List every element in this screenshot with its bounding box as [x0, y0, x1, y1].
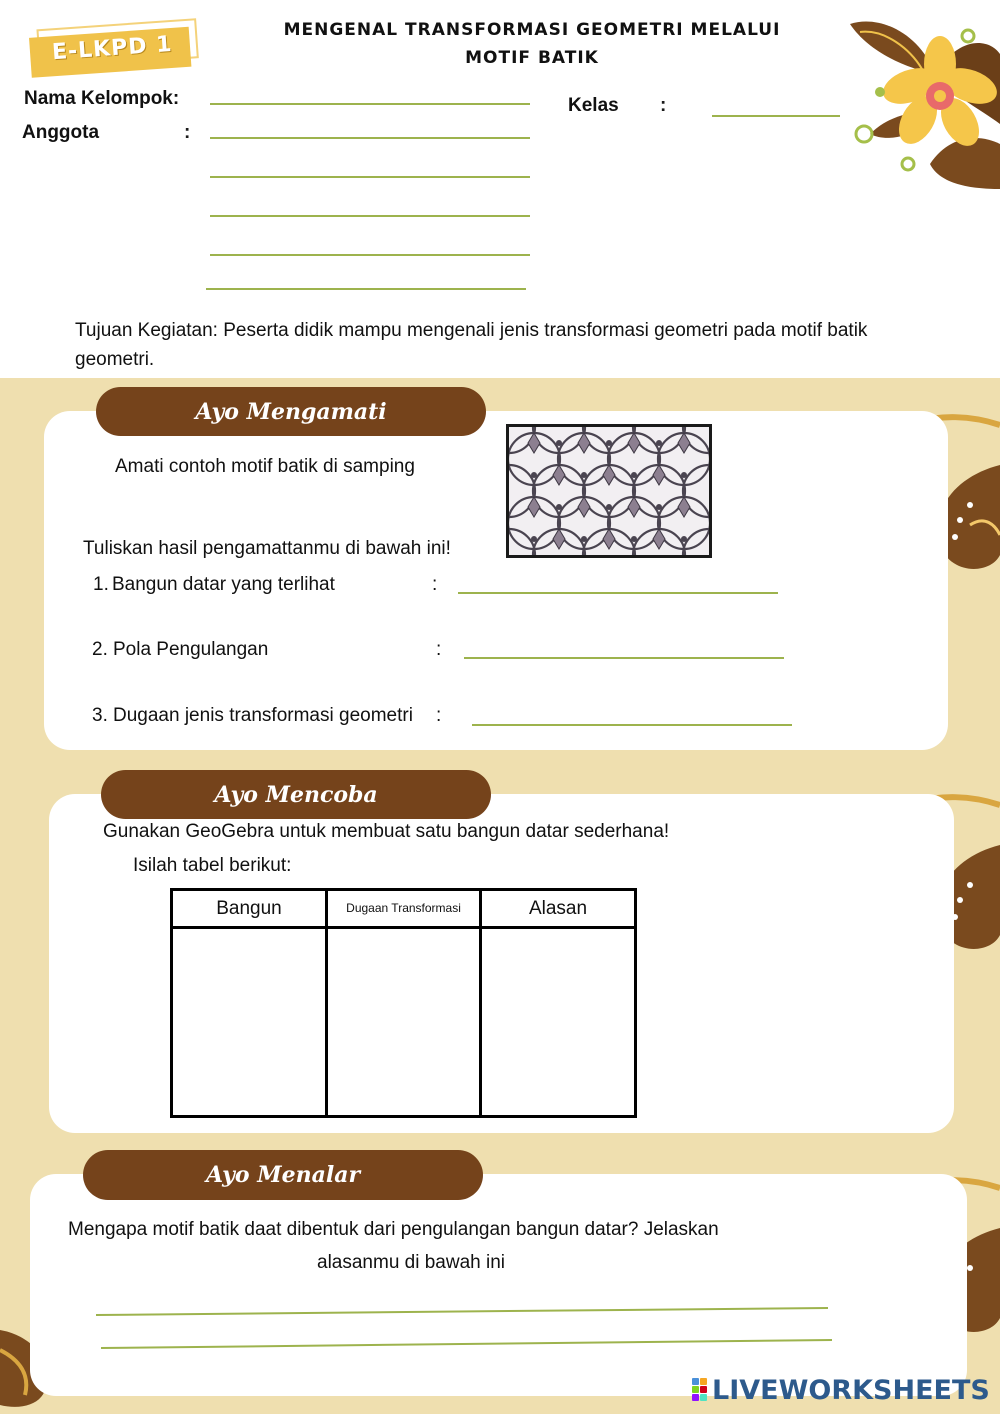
mengamati-item-2-colon: : — [436, 639, 442, 660]
kelas-colon: : — [660, 95, 667, 116]
batik-motif-image — [506, 424, 712, 558]
table-header-dugaan: Dugaan Transformasi — [327, 890, 481, 928]
table-cell-dugaan[interactable] — [327, 928, 481, 1117]
batik-kawung-pattern — [509, 427, 709, 555]
anggota-field-4[interactable] — [210, 254, 530, 256]
mengamati-item-1-number: 1. — [93, 574, 109, 595]
table-cell-bangun[interactable] — [172, 928, 327, 1117]
menalar-question-line2: alasanmu di bawah ini — [317, 1252, 506, 1273]
menalar-answer-line-2[interactable] — [101, 1340, 832, 1348]
mengamati-prompt: Tuliskan hasil pengamattanmu di bawah ini! — [83, 538, 451, 559]
mengamati-item-2-label: Pola Pengulangan — [113, 639, 269, 660]
nama-kelompok-label: Nama Kelompok: — [24, 88, 180, 109]
anggota-field-3[interactable] — [210, 215, 530, 217]
table-row — [172, 928, 636, 1117]
page-title — [232, 16, 832, 72]
mengamati-item-3-number: 3. — [92, 705, 108, 726]
transformasi-table — [170, 888, 637, 1118]
nama-kelompok-field[interactable] — [210, 103, 530, 105]
liveworksheets-logo[interactable] — [692, 1374, 990, 1406]
mengamati-item-3-label: Dugaan jenis transformasi geometri — [113, 705, 413, 726]
anggota-field-5[interactable] — [206, 288, 526, 290]
mengamati-item-1-colon: : — [432, 574, 438, 595]
anggota-label: Anggota — [22, 122, 100, 143]
mencoba-instruction: Gunakan GeoGebra untuk membuat satu bangun datar sederhana! — [103, 821, 670, 842]
mencoba-heading: Ayo Mencoba — [101, 770, 491, 819]
kelas-field[interactable] — [712, 115, 840, 117]
table-cell-alasan[interactable] — [481, 928, 636, 1117]
menalar-answer-line-1[interactable] — [96, 1308, 828, 1315]
mengamati-item-3-field[interactable] — [472, 724, 792, 726]
elkpd-badge-text: E-LKPD 1 — [51, 31, 174, 66]
table-header-row — [172, 890, 636, 928]
mengamati-item-1-field[interactable] — [458, 592, 778, 594]
anggota-field-1[interactable] — [210, 137, 530, 139]
liveworksheets-icon — [692, 1378, 708, 1402]
kelas-label: Kelas — [568, 95, 619, 116]
tujuan-kegiatan: Tujuan Kegiatan: Peserta didik mampu mengenali jenis transformasi geometri pada motif batik geometri. — [75, 320, 868, 370]
table-header-bangun: Bangun — [172, 890, 327, 928]
table-header-alasan: Alasan — [481, 890, 636, 928]
elkpd-badge — [28, 18, 199, 80]
mengamati-item-2-number: 2. — [92, 639, 108, 660]
batik-flower-ornament — [840, 14, 1000, 189]
mengamati-item-2-field[interactable] — [464, 657, 784, 659]
page-title-line2: MOTIF BATIK — [465, 48, 599, 68]
page-title-line1: MENGENAL TRANSFORMASI GEOMETRI MELALUI — [283, 20, 781, 40]
liveworksheets-brand: LIVEWORKSHEETS — [712, 1374, 990, 1406]
mengamati-item-1-label: Bangun datar yang terlihat — [112, 574, 335, 595]
menalar-answer-lines — [94, 1304, 834, 1350]
menalar-card — [30, 1174, 967, 1396]
anggota-field-2[interactable] — [210, 176, 530, 178]
menalar-question-line1: Mengapa motif batik daat dibentuk dari pengulangan bangun datar? Jelaskan — [68, 1219, 719, 1240]
mengamati-instruction: Amati contoh motif batik di samping — [115, 456, 415, 477]
mencoba-table-prompt: Isilah tabel berikut: — [133, 855, 292, 876]
mengamati-heading: Ayo Mengamati — [96, 387, 486, 436]
mengamati-item-3-colon: : — [436, 705, 442, 726]
anggota-colon: : — [184, 122, 191, 143]
menalar-heading: Ayo Menalar — [83, 1150, 483, 1200]
